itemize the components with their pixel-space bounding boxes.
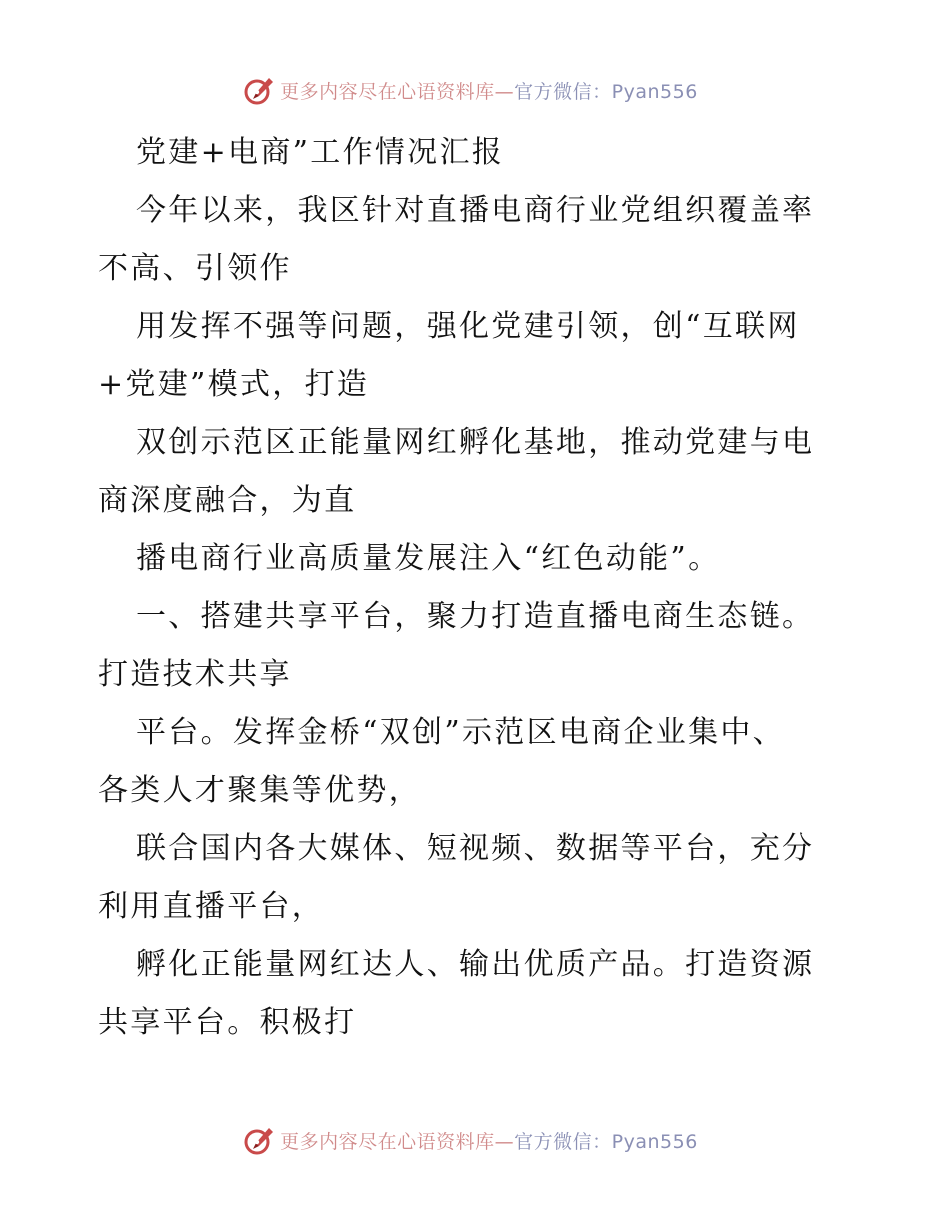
header-banner: [0, 70, 950, 110]
banner-site-text: 更多内容尽在心语资料库—: [280, 80, 515, 103]
paragraph-line: 利用直播平台，: [98, 889, 325, 924]
banner-wechat-text: 官方微信：Pyan556: [514, 1130, 698, 1153]
paragraph-line: 共享平台。积极打: [98, 1005, 357, 1040]
paragraph-line: 党建+电商”工作情况汇报: [136, 135, 505, 170]
paragraph-line: +党建”模式，打造: [98, 367, 370, 402]
paragraph-line: 各类人才聚集等优势，: [98, 773, 421, 808]
paragraph-line: 今年以来，我区针对直播电商行业党组织覆盖率: [136, 193, 815, 228]
banner-text: [280, 1127, 698, 1154]
paragraph-line: 播电商行业高质量发展注入“红色动能”。: [136, 541, 721, 576]
paragraph-line: 联合国内各大媒体、短视频、数据等平台，充分: [136, 831, 815, 866]
paragraph-line: 双创示范区正能量网红孵化基地，推动党建与电: [136, 425, 815, 460]
header-banner-content: [242, 73, 698, 107]
banner-wechat-text: 官方微信：Pyan556: [514, 80, 698, 103]
pen-nib-icon: [242, 1123, 276, 1157]
paragraph-line: 打造技术共享: [98, 657, 292, 692]
paragraph-line: 用发挥不强等问题，强化党建引领，创“互联网: [136, 309, 800, 344]
document-body: [98, 124, 858, 1052]
paragraph-line: 商深度融合，为直: [98, 483, 357, 518]
paragraph-line: 不高、引领作: [98, 251, 292, 286]
paragraph-line: 孵化正能量网红达人、输出优质产品。打造资源: [136, 947, 815, 982]
footer-banner: [0, 1120, 950, 1160]
footer-banner-content: [242, 1123, 698, 1157]
pen-nib-icon: [242, 73, 276, 107]
paragraph-line: 一、搭建共享平台，聚力打造直播电商生态链。: [136, 599, 815, 634]
banner-text: [280, 77, 698, 104]
banner-site-text: 更多内容尽在心语资料库—: [280, 1130, 515, 1153]
paragraph-line: 平台。发挥金桥“双创”示范区电商企业集中、: [136, 715, 785, 750]
